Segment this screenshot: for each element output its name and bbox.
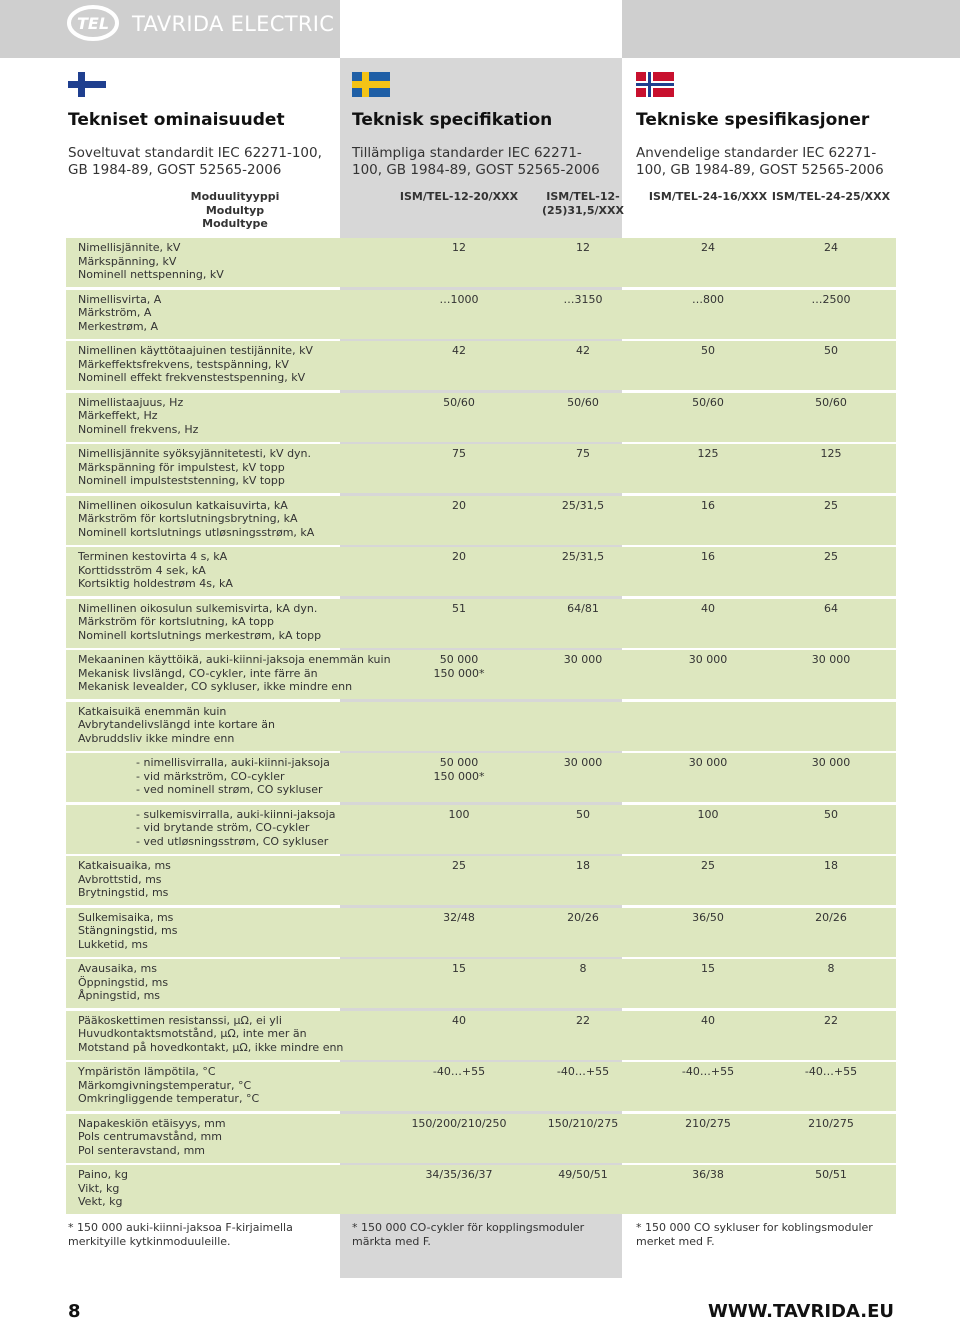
spec-value bbox=[653, 1168, 763, 1182]
spec-value bbox=[528, 1065, 638, 1079]
brand-name: TAVRIDA ELECTRIC bbox=[132, 12, 335, 36]
footnote bbox=[352, 1221, 584, 1248]
spec-value-line: 20/26 bbox=[567, 910, 599, 924]
spec-value-line: …1000 bbox=[439, 292, 479, 306]
spec-value bbox=[653, 550, 763, 564]
spec-value-line: 15 bbox=[701, 962, 715, 975]
spec-value bbox=[776, 1014, 886, 1028]
spec-value bbox=[404, 962, 514, 976]
spec-label-line: Nominell impulsteststenning, kV topp bbox=[78, 474, 285, 488]
spec-value-line: 210/275 bbox=[808, 1116, 854, 1130]
spec-value-line: 50/60 bbox=[567, 395, 599, 409]
spec-label-line: Vikt, kg bbox=[78, 1181, 120, 1195]
spec-label-line: Nominell kortslutnings merkestrøm, kA topp bbox=[78, 628, 322, 642]
module-type-label-line: Modultype bbox=[202, 217, 268, 231]
spec-value bbox=[404, 911, 514, 925]
standards-line: Tillämpliga standarder IEC 62271- bbox=[352, 145, 582, 161]
spec-label-line: Stängningstid, ms bbox=[78, 924, 178, 938]
spec-value-line: 50 000 bbox=[439, 756, 479, 769]
footnote-line: merkityille kytkinmoduuleille. bbox=[68, 1234, 231, 1248]
spec-row-label bbox=[78, 602, 321, 643]
applicable-standards bbox=[636, 145, 906, 179]
spec-label-line: Nominell kortslutnings utløsningsstrøm, kA bbox=[78, 525, 315, 539]
spec-value-line: 30 000 bbox=[811, 756, 851, 769]
spec-label-line: Pääkoskettimen resistanssi, µΩ, ei yli bbox=[78, 1013, 282, 1027]
spec-value-line: -40…+55 bbox=[432, 1065, 486, 1078]
spec-value-line: -40…+55 bbox=[681, 1065, 735, 1078]
spec-value-line: …800 bbox=[692, 292, 724, 306]
spec-value bbox=[653, 808, 763, 822]
spec-value bbox=[776, 447, 886, 461]
spec-value-line: 30 000 bbox=[563, 653, 603, 666]
spec-value bbox=[653, 602, 763, 616]
spec-label-line: Vekt, kg bbox=[78, 1195, 123, 1209]
spec-label-line: Nominell nettspenning, kV bbox=[78, 268, 224, 282]
spec-label-line: Nimellinen käyttötaajuinen testijännite, kV bbox=[78, 344, 313, 357]
spec-label-line: Avausaika, ms bbox=[78, 962, 157, 975]
spec-value bbox=[404, 808, 514, 822]
module-name-line: ISM/TEL-24-25/XXX bbox=[771, 190, 891, 203]
spec-value-line: …2500 bbox=[811, 292, 851, 306]
spec-value bbox=[776, 602, 886, 616]
spec-value bbox=[653, 447, 763, 461]
spec-value-line: 30 000 bbox=[688, 756, 728, 769]
spec-value bbox=[404, 241, 514, 255]
standards-line: Soveltuvat standardit IEC 62271-100, bbox=[68, 145, 322, 161]
spec-label-line: - ved nominell strøm, CO sykluser bbox=[136, 783, 323, 797]
spec-value-line: 22 bbox=[824, 1013, 838, 1027]
spec-row-label bbox=[78, 1168, 128, 1209]
spec-value-line: 40 bbox=[701, 601, 715, 615]
spec-label-line: Märkström för kortslutningsbrytning, kA bbox=[78, 512, 298, 526]
spec-label-line: - nimellisvirralla, auki-kiinni-jaksoja bbox=[136, 756, 330, 769]
spec-label-line: Lukketid, ms bbox=[78, 937, 148, 951]
header-band-middle bbox=[340, 0, 622, 58]
spec-value-line: 64/81 bbox=[567, 601, 599, 615]
spec-label-line: Huvudkontaktsmotstånd, µΩ, inte mer än bbox=[78, 1027, 307, 1041]
spec-value-line: 100 bbox=[697, 807, 719, 821]
spec-value bbox=[776, 1117, 886, 1131]
spec-value bbox=[404, 1168, 514, 1182]
spec-label-line: Korttidsström 4 sek, kA bbox=[78, 563, 206, 577]
spec-value-line: 50 bbox=[824, 344, 838, 357]
spec-row-label bbox=[78, 241, 224, 282]
spec-value-line: 210/275 bbox=[685, 1116, 731, 1130]
spec-value-line: 24 bbox=[824, 241, 838, 254]
spec-value-line: 50/60 bbox=[443, 395, 475, 409]
module-name-line: ISM/TEL-12-20/XXX bbox=[399, 190, 519, 203]
spec-value-line: 30 000 bbox=[688, 653, 728, 666]
spec-value-line: 12 bbox=[452, 241, 466, 254]
spec-value bbox=[528, 808, 638, 822]
spec-value-line: 150 000* bbox=[433, 666, 485, 680]
spec-row-label bbox=[78, 1065, 259, 1106]
spec-value-line: 36/38 bbox=[692, 1168, 724, 1181]
spec-value-line: 32/48 bbox=[443, 910, 475, 924]
spec-value-line: 50 bbox=[576, 807, 590, 821]
spec-value bbox=[776, 344, 886, 358]
spec-value-line: 40 bbox=[701, 1013, 715, 1027]
spec-value-line: -40…+55 bbox=[804, 1065, 858, 1078]
spec-label-line: Pol senteravstand, mm bbox=[78, 1143, 206, 1157]
spec-value bbox=[404, 602, 514, 616]
svg-text:TEL: TEL bbox=[76, 14, 110, 33]
spec-label-line: Avbruddsliv ikke mindre enn bbox=[78, 731, 235, 745]
spec-label-line: Märkspänning för impulstest, kV topp bbox=[78, 460, 285, 474]
spec-row-label bbox=[136, 808, 335, 849]
spec-row-label bbox=[78, 293, 161, 334]
spec-label-line: Terminen kestovirta 4 s, kA bbox=[78, 550, 228, 563]
spec-value bbox=[653, 293, 763, 307]
spec-value bbox=[653, 962, 763, 976]
spec-value bbox=[404, 756, 514, 783]
spec-value-line: 24 bbox=[701, 241, 715, 254]
spec-value bbox=[528, 241, 638, 255]
spec-value-line: 50 bbox=[824, 807, 838, 821]
spec-value bbox=[653, 241, 763, 255]
spec-value-line: 25 bbox=[452, 859, 466, 872]
spec-value bbox=[404, 1014, 514, 1028]
spec-value bbox=[528, 1014, 638, 1028]
spec-value bbox=[653, 756, 763, 770]
spec-label-line: Katkaisuaika, ms bbox=[78, 859, 171, 872]
spec-value bbox=[528, 859, 638, 873]
spec-value bbox=[776, 808, 886, 822]
spec-row-label bbox=[78, 1117, 226, 1158]
spec-label-line: Nominell effekt frekvenstestspenning, kV bbox=[78, 371, 306, 385]
spec-value bbox=[528, 396, 638, 410]
spec-value-line: 20 bbox=[452, 550, 466, 563]
spec-value-line: 36/50 bbox=[692, 910, 724, 924]
spec-label-line: Märkström för kortslutning, kA topp bbox=[78, 615, 275, 629]
applicable-standards bbox=[68, 145, 338, 179]
spec-label-line: Nimellisvirta, A bbox=[78, 292, 162, 306]
module-name-header bbox=[638, 190, 778, 204]
spec-value bbox=[404, 396, 514, 410]
spec-value-line: 20/26 bbox=[815, 910, 847, 924]
spec-label-line: Merkestrøm, A bbox=[78, 319, 159, 333]
footnote-line: * 150 000 auki-kiinni-jaksoa F-kirjaimella bbox=[68, 1221, 293, 1234]
norway-flag-icon bbox=[636, 72, 674, 97]
spec-row-label bbox=[78, 859, 171, 900]
module-name-line: (25)31,5/XXX bbox=[542, 203, 624, 217]
spec-value bbox=[776, 962, 886, 976]
spec-value bbox=[404, 447, 514, 461]
spec-value bbox=[776, 499, 886, 513]
footnote bbox=[636, 1221, 873, 1248]
spec-value bbox=[653, 1014, 763, 1028]
spec-label-line: Mekanisk levealder, CO sykluser, ikke mindre enn bbox=[78, 680, 353, 694]
spec-label-line: Sulkemisaika, ms bbox=[78, 910, 174, 924]
spec-value-line: 125 bbox=[820, 447, 842, 460]
spec-value-line: 30 000 bbox=[811, 653, 851, 666]
spec-label-line: Napakeskiön etäisyys, mm bbox=[78, 1116, 226, 1130]
spec-value bbox=[776, 550, 886, 564]
spec-value-line: …3150 bbox=[563, 292, 603, 306]
page-number: 8 bbox=[68, 1301, 81, 1322]
module-name-line: ISM/TEL-24-16/XXX bbox=[648, 190, 768, 203]
spec-label-line: Pols centrumavstånd, mm bbox=[78, 1130, 222, 1144]
spec-value bbox=[653, 653, 763, 667]
spec-label-line: Avbrottstid, ms bbox=[78, 872, 162, 886]
spec-value bbox=[528, 293, 638, 307]
spec-value-line: 42 bbox=[452, 344, 466, 357]
spec-label-line: Katkaisuikä enemmän kuin bbox=[78, 704, 227, 718]
spec-label-line: Märkeffekt, Hz bbox=[78, 409, 158, 423]
spec-label-line: - ved utløsningsstrøm, CO sykluser bbox=[136, 834, 329, 848]
spec-value-line: 15 bbox=[452, 962, 466, 975]
spec-label-line: Nimellisjännite syöksyjännitetesti, kV dyn. bbox=[78, 447, 312, 460]
spec-value-line: 18 bbox=[576, 859, 590, 872]
spec-value bbox=[653, 859, 763, 873]
spec-label-line: Ympäristön lämpötila, °C bbox=[78, 1065, 216, 1078]
spec-value bbox=[776, 293, 886, 307]
spec-label-line: Nimellisjännite, kV bbox=[78, 241, 181, 254]
spec-value-line: 34/35/36/37 bbox=[425, 1168, 493, 1181]
spec-value bbox=[653, 911, 763, 925]
spec-value bbox=[528, 550, 638, 564]
spec-value bbox=[776, 1065, 886, 1079]
spec-value bbox=[404, 293, 514, 307]
spec-value bbox=[404, 1117, 514, 1131]
footnote-line: märkta med F. bbox=[352, 1234, 431, 1248]
spec-value-line: 25 bbox=[701, 859, 715, 872]
spec-value-line: 50 bbox=[701, 344, 715, 357]
spec-value-line: 25/31,5 bbox=[561, 550, 605, 563]
spec-row-label bbox=[78, 499, 314, 540]
spec-value-line: 18 bbox=[824, 859, 838, 872]
spec-label-line: Åpningstid, ms bbox=[78, 989, 161, 1003]
spec-value bbox=[528, 499, 638, 513]
spec-row-label bbox=[78, 396, 198, 437]
spec-value-line: 40 bbox=[452, 1013, 466, 1027]
spec-label-line: Öppningstid, ms bbox=[78, 975, 169, 989]
spec-value-line: 25 bbox=[824, 550, 838, 563]
footnote-line: * 150 000 CO sykluser for koblingsmoduler bbox=[636, 1221, 873, 1234]
module-name-header bbox=[513, 190, 653, 217]
spec-value-line: 64 bbox=[824, 601, 838, 615]
spec-value bbox=[404, 1065, 514, 1079]
spec-value bbox=[653, 396, 763, 410]
section-title: Teknisk specifikation bbox=[352, 110, 553, 130]
spec-value bbox=[404, 653, 514, 680]
section-title: Tekniske spesifikasjoner bbox=[636, 110, 870, 130]
spec-value bbox=[404, 344, 514, 358]
spec-label-line: Märkeffektsfrekvens, testspänning, kV bbox=[78, 357, 289, 371]
spec-value bbox=[776, 859, 886, 873]
module-type-label-line: Moduulityyppi bbox=[190, 190, 280, 203]
spec-value-line: 42 bbox=[576, 344, 590, 357]
standards-line: 100, GB 1984-89, GOST 52565-2006 bbox=[352, 162, 600, 178]
spec-value bbox=[776, 396, 886, 410]
spec-value bbox=[776, 756, 886, 770]
spec-value bbox=[528, 911, 638, 925]
spec-label-line: Märkspänning, kV bbox=[78, 254, 177, 268]
spec-value-line: 150/200/210/250 bbox=[411, 1116, 507, 1130]
spec-value-line: 50 000 bbox=[439, 653, 479, 666]
spec-value bbox=[776, 653, 886, 667]
spec-label-line: - vid brytande ström, CO-cykler bbox=[136, 821, 310, 835]
footnote-line: * 150 000 CO-cykler för kopplingsmoduler bbox=[352, 1221, 585, 1234]
spec-value-line: 30 000 bbox=[563, 756, 603, 769]
spec-value bbox=[776, 911, 886, 925]
spec-value-line: -40…+55 bbox=[556, 1065, 610, 1078]
module-name-line: ISM/TEL-12- bbox=[546, 190, 620, 203]
spec-value bbox=[653, 344, 763, 358]
spec-value-line: 125 bbox=[697, 447, 719, 460]
spec-value bbox=[404, 499, 514, 513]
standards-line: GB 1984-89, GOST 52565-2006 bbox=[68, 162, 282, 178]
spec-label-line: Brytningstid, ms bbox=[78, 886, 169, 900]
module-name-header bbox=[761, 190, 901, 204]
spec-value bbox=[528, 1117, 638, 1131]
spec-value-line: 100 bbox=[448, 807, 470, 821]
spec-value-line: 50/60 bbox=[815, 395, 847, 409]
spec-value bbox=[528, 756, 638, 770]
spec-label-line: Omkringliggende temperatur, °C bbox=[78, 1092, 260, 1106]
footnote-line: merket med F. bbox=[636, 1234, 715, 1248]
spec-label-line: Märkomgivningstemperatur, °C bbox=[78, 1078, 252, 1092]
spec-value-line: 50/51 bbox=[815, 1168, 847, 1181]
spec-label-line: Avbrytandelivslängd inte kortare än bbox=[78, 718, 275, 732]
module-type-label-line: Modultyp bbox=[205, 203, 265, 217]
spec-row-label bbox=[78, 653, 391, 694]
spec-value-line: 51 bbox=[452, 601, 466, 615]
website-url: WWW.TAVRIDA.EU bbox=[708, 1301, 894, 1322]
spec-value-line: 75 bbox=[576, 447, 590, 460]
spec-row-label bbox=[78, 447, 311, 488]
spec-value-line: 25 bbox=[824, 498, 838, 512]
spec-value bbox=[776, 1168, 886, 1182]
spec-label-line: Nimellinen oikosulun sulkemisvirta, kA dyn. bbox=[78, 601, 318, 615]
spec-label-line: Motstand på hovedkontakt, µΩ, ikke mindre enn bbox=[78, 1040, 344, 1054]
spec-label-line: Paino, kg bbox=[78, 1168, 128, 1181]
spec-value-line: 49/50/51 bbox=[558, 1168, 608, 1181]
spec-value bbox=[776, 241, 886, 255]
spec-label-line: Kortsiktig holdestrøm 4s, kA bbox=[78, 577, 233, 591]
spec-value-line: 50/60 bbox=[692, 395, 724, 409]
spec-row-label bbox=[78, 911, 178, 952]
spec-value-line: 12 bbox=[576, 241, 590, 254]
module-name-header bbox=[389, 190, 529, 204]
spec-value bbox=[653, 1117, 763, 1131]
spec-label-line: Mekaaninen käyttöikä, auki-kiinni-jaksoja enemmän kuin bbox=[78, 653, 391, 666]
spec-value-line: 150/210/275 bbox=[547, 1116, 619, 1130]
spec-value bbox=[528, 962, 638, 976]
spec-value bbox=[528, 653, 638, 667]
spec-value-line: 25/31,5 bbox=[561, 498, 605, 512]
module-type-label bbox=[185, 190, 285, 231]
tavrida-logo bbox=[66, 5, 346, 45]
tel-logo-icon bbox=[66, 5, 120, 41]
spec-label-line: - sulkemisvirralla, auki-kiinni-jaksoja bbox=[136, 807, 336, 821]
spec-value bbox=[404, 550, 514, 564]
spec-value bbox=[653, 1065, 763, 1079]
spec-label-line: Nimellinen oikosulun katkaisuvirta, kA bbox=[78, 498, 288, 512]
spec-value-line: 20 bbox=[452, 498, 466, 512]
spec-value-line: 8 bbox=[579, 962, 587, 975]
spec-row-label bbox=[78, 550, 233, 591]
spec-value bbox=[528, 344, 638, 358]
sweden-flag-icon bbox=[352, 72, 390, 97]
footnote bbox=[68, 1221, 293, 1248]
spec-value bbox=[404, 859, 514, 873]
spec-value bbox=[653, 499, 763, 513]
spec-value-line: 16 bbox=[701, 498, 715, 512]
spec-row-label bbox=[136, 756, 330, 797]
spec-value-line: 75 bbox=[452, 447, 466, 460]
spec-row-label bbox=[78, 705, 275, 746]
spec-value bbox=[528, 1168, 638, 1182]
spec-label-line: Märkström, A bbox=[78, 306, 152, 320]
header-band-right bbox=[622, 0, 960, 58]
spec-label-line: Mekanisk livslängd, CO-cykler, inte färre än bbox=[78, 666, 318, 680]
standards-line: Anvendelige standarder IEC 62271- bbox=[636, 145, 877, 161]
spec-value bbox=[528, 602, 638, 616]
spec-value-line: 22 bbox=[576, 1013, 590, 1027]
applicable-standards bbox=[352, 145, 622, 179]
spec-row-label bbox=[78, 1014, 343, 1055]
spec-value-line: 150 000* bbox=[433, 769, 485, 783]
section-title: Tekniset ominaisuudet bbox=[68, 110, 285, 130]
standards-line: 100, GB 1984-89, GOST 52565-2006 bbox=[636, 162, 884, 178]
spec-row-label bbox=[78, 962, 168, 1003]
spec-label-line: Nominell frekvens, Hz bbox=[78, 422, 199, 436]
spec-value-line: 8 bbox=[827, 962, 835, 975]
finland-flag-icon bbox=[68, 72, 106, 97]
spec-label-line: Nimellistaajuus, Hz bbox=[78, 395, 184, 409]
spec-row-label bbox=[78, 344, 313, 385]
spec-value-line: 16 bbox=[701, 550, 715, 563]
spec-value bbox=[528, 447, 638, 461]
spec-label-line: - vid märkström, CO-cykler bbox=[136, 769, 285, 783]
